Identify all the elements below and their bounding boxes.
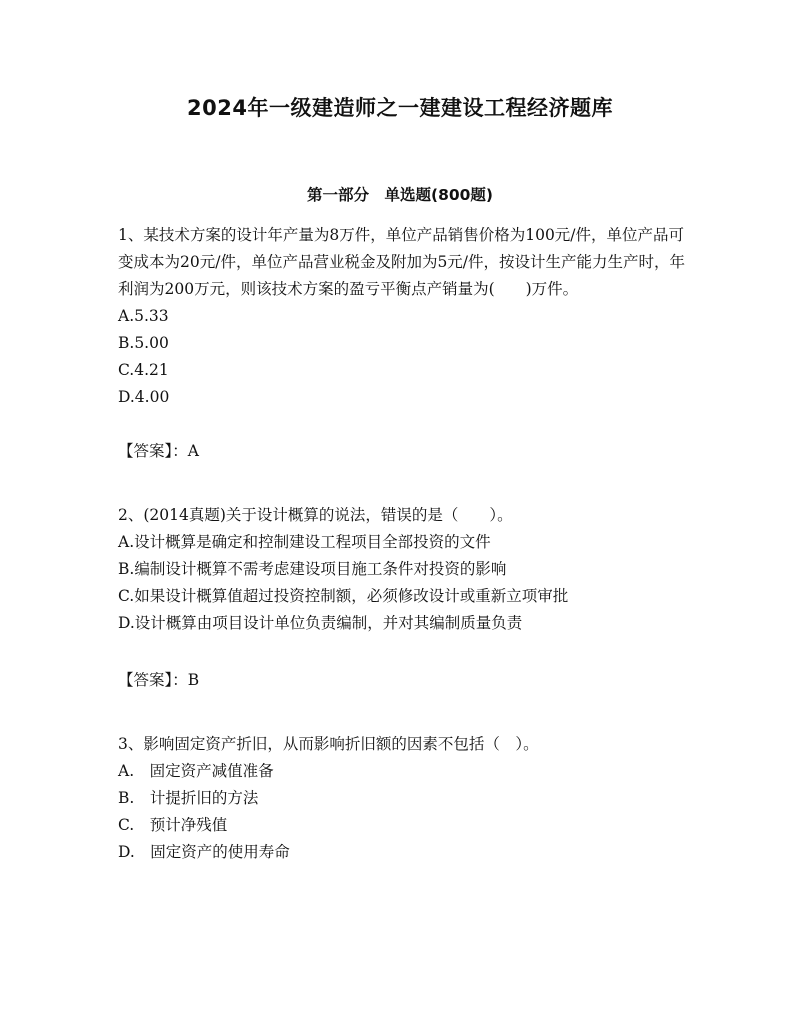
option-d: D.设计概算由项目设计单位负责编制，并对其编制质量负责 — [118, 614, 523, 632]
option-c: C. 预计净残值 — [118, 816, 228, 834]
document-title: 2024年一级建造师之一建建设工程经济题库 — [187, 96, 613, 120]
question-stem: 2、(2014真题)关于设计概算的说法，错误的是（ ）。 — [118, 506, 513, 524]
answer-line: 【答案】：B — [118, 671, 200, 689]
option-a: A.5.33 — [118, 307, 169, 325]
option-b: B.编制设计概算不需考虑建设项目施工条件对投资的影响 — [118, 560, 507, 578]
option-b: B.5.00 — [118, 334, 169, 352]
section-heading: 第一部分 单选题(800题) — [306, 186, 494, 204]
option-d: D.4.00 — [118, 388, 170, 406]
question-3 — [118, 731, 688, 866]
option-a: A. 固定资产减值准备 — [118, 762, 274, 780]
option-c: C.4.21 — [118, 361, 169, 379]
question-list — [118, 222, 688, 866]
question-1 — [118, 222, 688, 465]
option-c: C.如果设计概算值超过投资控制额，必须修改设计或重新立项审批 — [118, 587, 569, 605]
question-stem: 1、某技术方案的设计年产量为8万件，单位产品销售价格为100元/件，单位产品可变成本为20元/件，单位产品营业税金及附加为5元/件，按设计生产能力生产时，年利润为200万元，则该技术方案的盈亏平衡点产销量为( )万件。 — [118, 226, 686, 298]
option-d: D. 固定资产的使用寿命 — [118, 843, 290, 861]
option-b: B. 计提折旧的方法 — [118, 789, 259, 807]
question-2 — [118, 502, 688, 694]
option-a: A.设计概算是确定和控制建设工程项目全部投资的文件 — [118, 533, 491, 551]
answer-line: 【答案】：A — [118, 442, 199, 460]
question-stem: 3、影响固定资产折旧，从而影响折旧额的因素不包括（ ）。 — [118, 735, 539, 753]
